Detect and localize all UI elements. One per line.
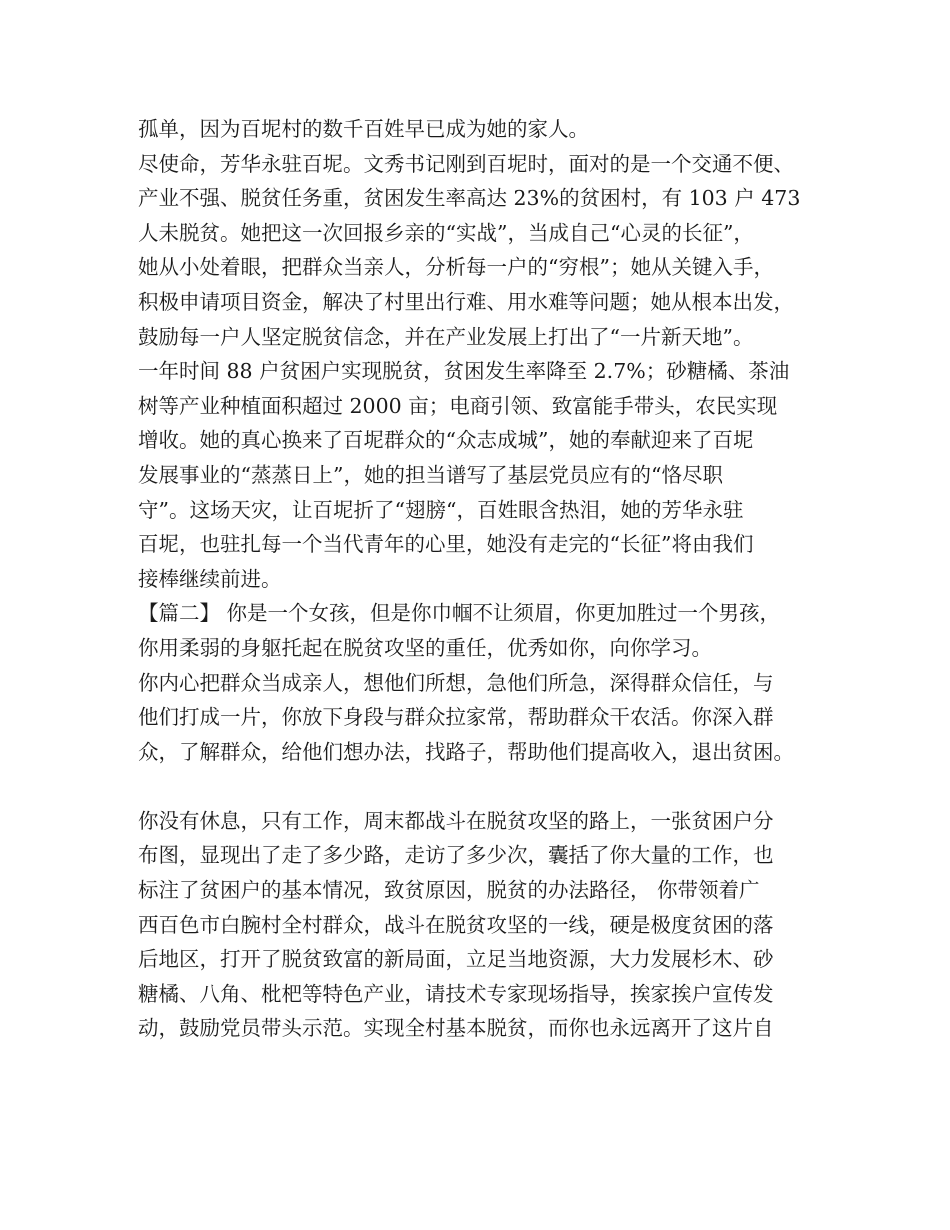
text-line: 守”。这场天灾，让百坭折了“翅膀“，百姓眼含热泪，她的芳华永驻 <box>138 497 744 522</box>
text-line: 百坭，也驻扎每一个当代青年的心里，她没有走完的“长征”将由我们 <box>138 532 754 557</box>
text-line: 接棒继续前进。 <box>138 566 282 591</box>
text-line: 她从小处着眼，把群众当亲人，分析每一户的“穷根”；她从关键入手， <box>138 255 774 280</box>
text-line: 一年时间 88 户贫困户实现脱贫，贫困发生率降至 2.7%；砂糖橘、茶油 <box>138 359 790 384</box>
text-line: 你内心把群众当成亲人，想他们所想，急他们所急，深得群众信任，与 <box>138 670 774 695</box>
text-line: 人未脱贫。她把这一次回报乡亲的“实战”，当成自己“心灵的长征”， <box>138 220 754 245</box>
section-heading-line: 【篇二】 你是一个女孩，但是你巾帼不让须眉，你更加胜过一个男孩， <box>138 601 781 626</box>
text-line: 增收。她的真心换来了百坭群众的“众志成城”，她的奉献迎来了百坭 <box>138 428 754 453</box>
text-line: 众，了解群众，给他们想办法，找路子，帮助他们提高收入，退出贫困。 <box>138 739 794 764</box>
text-line: 你没有休息，只有工作，周末都战斗在脱贫攻坚的路上，一张贫困户分 <box>138 808 774 833</box>
text-line: 发展事业的“蒸蒸日上”，她的担当谱写了基层党员应有的“恪尽职 <box>138 462 723 487</box>
text-line: 树等产业种植面积超过 2000 亩；电商引领、致富能手带头，农民实现 <box>138 393 778 418</box>
text-line: 标注了贫困户的基本情况，致贫原因，脱贫的办法路径， 你带领着广 <box>138 878 760 903</box>
text-line: 尽使命，芳华永驻百坭。文秀书记刚到百坭时，面对的是一个交通不便、 <box>138 151 794 176</box>
text-line: 孤单，因为百坭村的数千百姓早已成为她的家人。 <box>138 117 589 141</box>
text-line: 动，鼓励党员带头示范。实现全村基本脱贫，而你也永远离开了这片自 <box>138 1016 774 1041</box>
text-line: 产业不强、脱贫任务重，贫困发生率高达 23%的贫困村，有 103 户 473 <box>138 186 801 211</box>
text-line: 糖橘、八角、枇杷等特色产业，请技术专家现场指导，挨家挨户宣传发 <box>138 981 774 1006</box>
text-line: 后地区，打开了脱贫致富的新局面，立足当地资源，大力发展杉木、砂 <box>138 947 774 972</box>
text-line: 他们打成一片，你放下身段与群众拉家常，帮助群众干农活。你深入群 <box>138 705 774 730</box>
text-line: 积极申请项目资金，解决了村里出行难、用水难等问题；她从根本出发， <box>138 289 794 314</box>
paragraph-gap <box>138 769 838 804</box>
text-line: 你用柔弱的身躯托起在脱贫攻坚的重任，优秀如你，向你学习。 <box>138 635 712 660</box>
text-line: 西百色市白腕村全村群众，战斗在脱贫攻坚的一线，硬是极度贫困的落 <box>138 912 774 937</box>
body-text <box>138 112 838 1046</box>
text-line: 鼓励每一户人坚定脱贫信念，并在产业发展上打出了“一片新天地”。 <box>138 324 754 349</box>
text-line: 布图，显现出了走了多少路，走访了多少次，囊括了你大量的工作，也 <box>138 843 774 868</box>
